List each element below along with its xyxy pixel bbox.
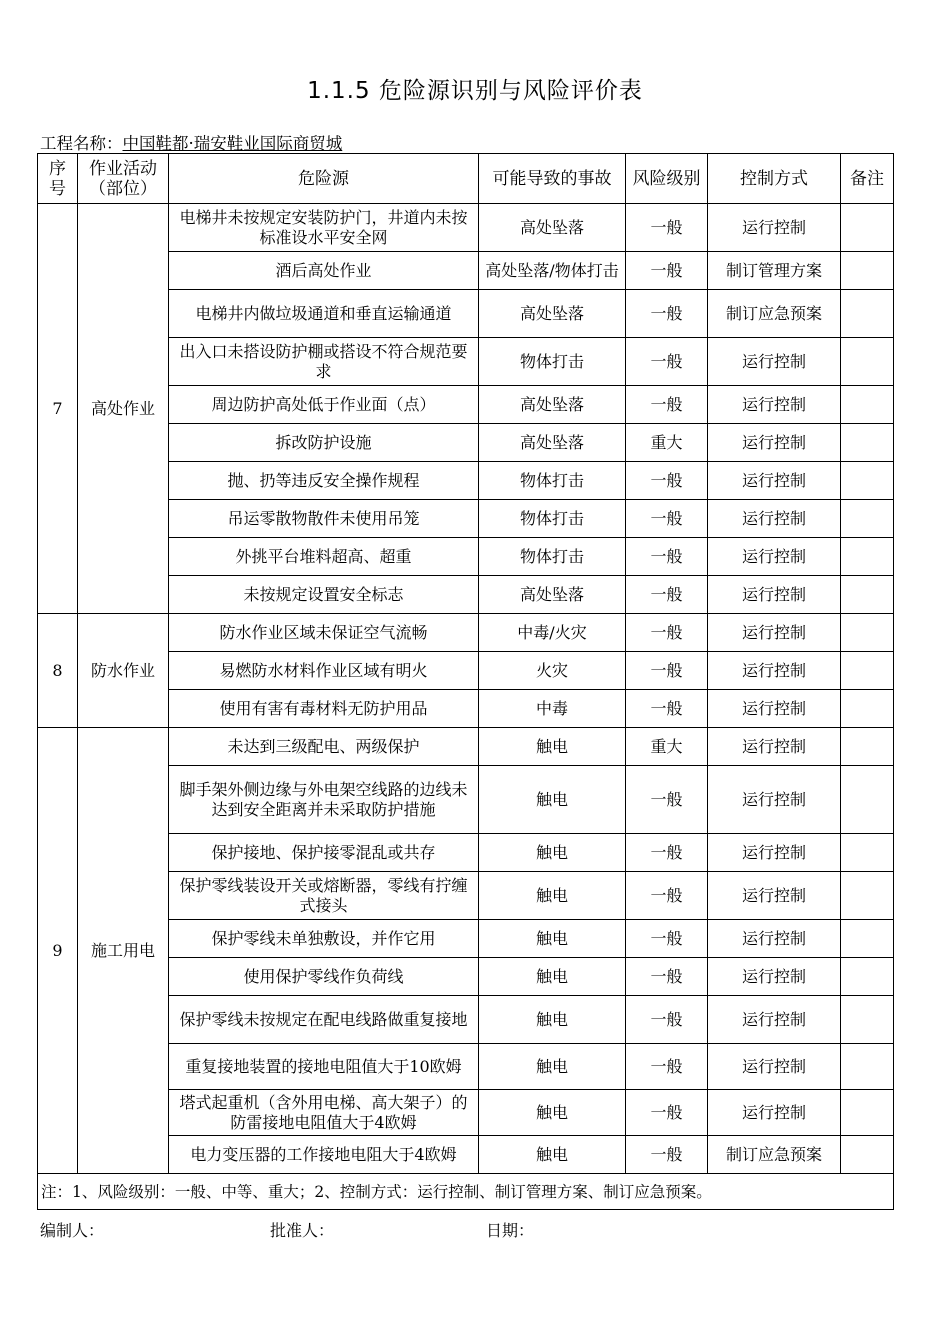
remark-cell xyxy=(841,424,894,462)
hazard-cell: 外挑平台堆料超高、超重 xyxy=(169,538,479,576)
group-activity: 防水作业 xyxy=(78,614,169,728)
control-method-cell: 运行控制 xyxy=(708,728,841,766)
control-method-cell: 制订管理方案 xyxy=(708,252,841,290)
risk-level-cell: 一般 xyxy=(626,996,708,1044)
hazard-cell: 周边防护高处低于作业面（点） xyxy=(169,386,479,424)
remark-cell xyxy=(841,538,894,576)
header-control: 控制方式 xyxy=(708,154,841,204)
group-seq: 8 xyxy=(38,614,78,728)
remark-cell xyxy=(841,996,894,1044)
accident-cell: 物体打击 xyxy=(479,462,626,500)
hazard-cell: 吊运零散物散件未使用吊笼 xyxy=(169,500,479,538)
risk-level-cell: 一般 xyxy=(626,538,708,576)
control-method-cell: 运行控制 xyxy=(708,576,841,614)
remark-cell xyxy=(841,690,894,728)
hazard-cell: 拆改防护设施 xyxy=(169,424,479,462)
control-method-cell: 运行控制 xyxy=(708,386,841,424)
accident-cell: 中毒/火灾 xyxy=(479,614,626,652)
remark-cell xyxy=(841,204,894,252)
hazard-cell: 未达到三级配电、两级保护 xyxy=(169,728,479,766)
hazard-cell: 酒后高处作业 xyxy=(169,252,479,290)
risk-level-cell: 一般 xyxy=(626,614,708,652)
hazard-cell: 塔式起重机（含外用电梯、高大架子）的防雷接地电阻值大于4欧姆 xyxy=(169,1090,479,1136)
accident-cell: 物体打击 xyxy=(479,338,626,386)
risk-level-cell: 一般 xyxy=(626,386,708,424)
hazard-cell: 保护零线未按规定在配电线路做重复接地 xyxy=(169,996,479,1044)
accident-cell: 触电 xyxy=(479,728,626,766)
accident-cell: 高处坠落 xyxy=(479,204,626,252)
accident-cell: 触电 xyxy=(479,1090,626,1136)
control-method-cell: 运行控制 xyxy=(708,996,841,1044)
risk-level-cell: 一般 xyxy=(626,958,708,996)
risk-level-cell: 一般 xyxy=(626,204,708,252)
remark-cell xyxy=(841,386,894,424)
risk-level-cell: 一般 xyxy=(626,338,708,386)
header-hazard: 危险源 xyxy=(169,154,479,204)
hazard-cell: 保护接地、保护接零混乱或共存 xyxy=(169,834,479,872)
risk-level-cell: 一般 xyxy=(626,576,708,614)
hazard-cell: 使用保护零线作负荷线 xyxy=(169,958,479,996)
hazard-cell: 使用有害有毒材料无防护用品 xyxy=(169,690,479,728)
remark-cell xyxy=(841,462,894,500)
table-row xyxy=(38,204,894,252)
control-method-cell: 运行控制 xyxy=(708,500,841,538)
hazard-cell: 未按规定设置安全标志 xyxy=(169,576,479,614)
control-method-cell: 运行控制 xyxy=(708,652,841,690)
risk-level-cell: 一般 xyxy=(626,690,708,728)
group-seq: 7 xyxy=(38,204,78,614)
control-method-cell: 运行控制 xyxy=(708,1044,841,1090)
accident-cell: 触电 xyxy=(479,920,626,958)
header-accident: 可能导致的事故 xyxy=(479,154,626,204)
hazard-cell: 保护零线未单独敷设，并作它用 xyxy=(169,920,479,958)
risk-table xyxy=(37,153,894,1210)
page-title: 1.1.5 危险源识别与风险评价表 xyxy=(307,78,643,104)
remark-cell xyxy=(841,252,894,290)
accident-cell: 高处坠落 xyxy=(479,424,626,462)
date-label: 日期： xyxy=(486,1221,535,1240)
hazard-cell: 易燃防水材料作业区域有明火 xyxy=(169,652,479,690)
accident-cell: 物体打击 xyxy=(479,538,626,576)
accident-cell: 触电 xyxy=(479,1136,626,1174)
hazard-cell: 出入口未搭设防护棚或搭设不符合规范要求 xyxy=(169,338,479,386)
remark-cell xyxy=(841,1136,894,1174)
remark-cell xyxy=(841,1044,894,1090)
header-row xyxy=(38,154,894,204)
risk-level-cell: 一般 xyxy=(626,290,708,338)
hazard-cell: 抛、扔等违反安全操作规程 xyxy=(169,462,479,500)
control-method-cell: 制订应急预案 xyxy=(708,290,841,338)
accident-cell: 触电 xyxy=(479,834,626,872)
risk-level-cell: 一般 xyxy=(626,252,708,290)
accident-cell: 触电 xyxy=(479,766,626,834)
control-method-cell: 运行控制 xyxy=(708,204,841,252)
group-activity: 高处作业 xyxy=(78,204,169,614)
project-value: 中国鞋都·瑞安鞋业国际商贸城 xyxy=(122,134,343,153)
hazard-cell: 保护零线装设开关或熔断器，零线有拧缠式接头 xyxy=(169,872,479,920)
risk-table-body xyxy=(38,204,894,1174)
accident-cell: 火灾 xyxy=(479,652,626,690)
table-note: 注：1、风险级别：一般、中等、重大；2、控制方式：运行控制、制订管理方案、制订应急预案。 xyxy=(38,1174,894,1210)
risk-level-cell: 一般 xyxy=(626,872,708,920)
control-method-cell: 运行控制 xyxy=(708,834,841,872)
hazard-cell: 电梯井内做垃圾通道和垂直运输通道 xyxy=(169,290,479,338)
header-remark: 备注 xyxy=(841,154,894,204)
control-method-cell: 运行控制 xyxy=(708,538,841,576)
header-seq: 序号 xyxy=(38,154,78,204)
risk-level-cell: 一般 xyxy=(626,500,708,538)
control-method-cell: 运行控制 xyxy=(708,462,841,500)
remark-cell xyxy=(841,958,894,996)
control-method-cell: 运行控制 xyxy=(708,766,841,834)
risk-level-cell: 一般 xyxy=(626,1090,708,1136)
hazard-cell: 脚手架外侧边缘与外电架空线路的边线未达到安全距离并未采取防护措施 xyxy=(169,766,479,834)
table-row xyxy=(38,728,894,766)
control-method-cell: 运行控制 xyxy=(708,614,841,652)
project-label: 工程名称： xyxy=(40,134,123,153)
hazard-cell: 电力变压器的工作接地电阻大于4欧姆 xyxy=(169,1136,479,1174)
risk-level-cell: 一般 xyxy=(626,652,708,690)
risk-level-cell: 一般 xyxy=(626,766,708,834)
group-activity: 施工用电 xyxy=(78,728,169,1174)
accident-cell: 物体打击 xyxy=(479,500,626,538)
approver-label: 批准人： xyxy=(270,1221,335,1240)
remark-cell xyxy=(841,1090,894,1136)
control-method-cell: 运行控制 xyxy=(708,424,841,462)
compiler-label: 编制人： xyxy=(40,1221,105,1240)
remark-cell xyxy=(841,834,894,872)
project-name xyxy=(40,130,342,154)
accident-cell: 触电 xyxy=(479,996,626,1044)
hazard-cell: 防水作业区域未保证空气流畅 xyxy=(169,614,479,652)
risk-level-cell: 一般 xyxy=(626,462,708,500)
control-method-cell: 运行控制 xyxy=(708,338,841,386)
accident-cell: 触电 xyxy=(479,958,626,996)
accident-cell: 高处坠落 xyxy=(479,576,626,614)
risk-level-cell: 一般 xyxy=(626,920,708,958)
remark-cell xyxy=(841,500,894,538)
accident-cell: 高处坠落 xyxy=(479,290,626,338)
remark-cell xyxy=(841,338,894,386)
remark-cell xyxy=(841,652,894,690)
header-level: 风险级别 xyxy=(626,154,708,204)
risk-level-cell: 重大 xyxy=(626,424,708,462)
accident-cell: 中毒 xyxy=(479,690,626,728)
accident-cell: 触电 xyxy=(479,872,626,920)
remark-cell xyxy=(841,576,894,614)
remark-cell xyxy=(841,728,894,766)
table-row xyxy=(38,614,894,652)
risk-level-cell: 一般 xyxy=(626,1136,708,1174)
accident-cell: 高处坠落 xyxy=(479,386,626,424)
risk-level-cell: 一般 xyxy=(626,834,708,872)
risk-level-cell: 一般 xyxy=(626,1044,708,1090)
remark-cell xyxy=(841,290,894,338)
control-method-cell: 运行控制 xyxy=(708,958,841,996)
risk-level-cell: 重大 xyxy=(626,728,708,766)
accident-cell: 触电 xyxy=(479,1044,626,1090)
control-method-cell: 运行控制 xyxy=(708,1090,841,1136)
remark-cell xyxy=(841,872,894,920)
accident-cell: 高处坠落/物体打击 xyxy=(479,252,626,290)
note-row xyxy=(38,1174,894,1210)
hazard-cell: 电梯井未按规定安装防护门，井道内未按标准设水平安全网 xyxy=(169,204,479,252)
remark-cell xyxy=(841,614,894,652)
remark-cell xyxy=(841,766,894,834)
control-method-cell: 运行控制 xyxy=(708,872,841,920)
control-method-cell: 制订应急预案 xyxy=(708,1136,841,1174)
hazard-cell: 重复接地装置的接地电阻值大于10欧姆 xyxy=(169,1044,479,1090)
remark-cell xyxy=(841,920,894,958)
control-method-cell: 运行控制 xyxy=(708,920,841,958)
header-activity: 作业活动（部位） xyxy=(78,154,169,204)
group-seq: 9 xyxy=(38,728,78,1174)
control-method-cell: 运行控制 xyxy=(708,690,841,728)
